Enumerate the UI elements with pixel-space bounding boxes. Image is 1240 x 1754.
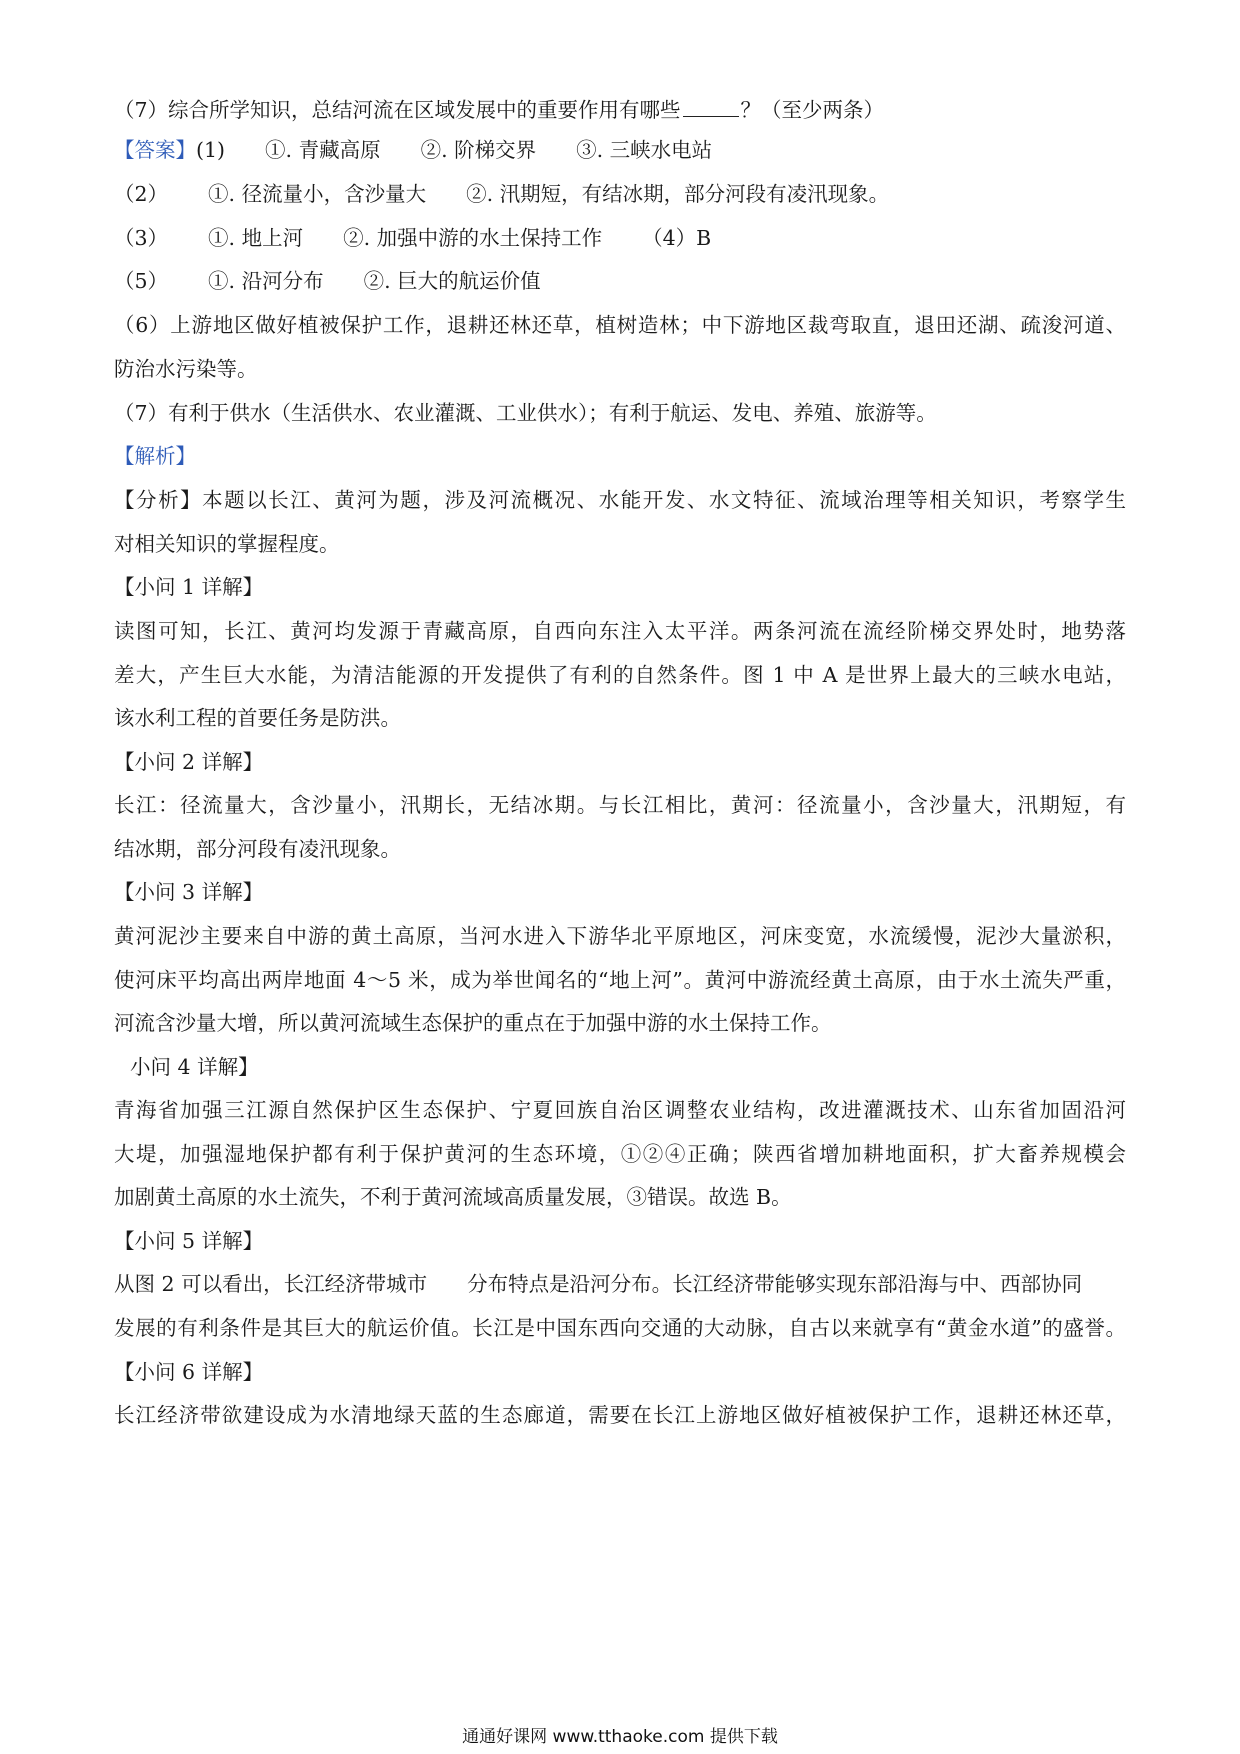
question-7 xyxy=(114,95,1126,125)
section-1-line-b: 差大，产生巨大水能，为清洁能源的开发提供了有利的自然条件。图 1 中 A 是世界上最大的三峡水电站， xyxy=(114,663,1126,687)
answer-2-item-2: ②. 汛期短，有结冰期，部分河段有凌汛现象。 xyxy=(466,182,890,206)
section-5-line-a-start: 从图 2 可以看出，长江经济带城市 xyxy=(114,1272,428,1296)
section-2-heading: 【小问 2 详解】 xyxy=(114,750,264,774)
question-7-tail: ？（至少两条） xyxy=(740,98,885,122)
answer-line-1 xyxy=(114,135,1126,165)
answer-line-5 xyxy=(114,266,1126,296)
answer-2-num: （2） xyxy=(114,182,169,206)
section-3-heading: 【小问 3 详解】 xyxy=(114,880,264,904)
answer-line-2 xyxy=(114,179,1126,209)
section-4-heading: 小问 4 详解】 xyxy=(130,1055,259,1079)
section-5-line-a xyxy=(114,1269,1126,1299)
section-2-line-a: 长江：径流量大，含沙量小，汛期长，无结冰期。与长江相比，黄河：径流量小，含沙量大，汛期短，有 xyxy=(114,793,1126,817)
section-5-line-b: 发展的有利条件是其巨大的航运价值。长江是中国东西向交通的大动脉，自古以来就享有“黄金水道”的盛誉。 xyxy=(114,1316,1126,1340)
answer-blank xyxy=(683,98,739,117)
answer-1-num: (1) xyxy=(196,138,226,162)
answer-5-item-1: ①. 沿河分布 xyxy=(208,269,324,293)
analysis-intro-b: 对相关知识的掌握程度。 xyxy=(114,532,340,556)
answer-3-item-1: ①. 地上河 xyxy=(208,226,304,250)
section-1-heading: 【小问 1 详解】 xyxy=(114,575,264,599)
answer-1-item-2: ②. 阶梯交界 xyxy=(420,138,537,162)
section-4-line-a: 青海省加强三江源自然保护区生态保护、宁夏回族自治区调整农业结构，改进灌溉技术、山东省加固沿河 xyxy=(114,1098,1126,1122)
section-4-line-b: 大堤，加强湿地保护都有利于保护黄河的生态环境，①②④正确；陕西省增加耕地面积，扩大畜养规模会 xyxy=(114,1142,1126,1166)
answer-5-num: （5） xyxy=(114,269,169,293)
analysis-tag: 【解析】 xyxy=(114,444,196,468)
answer-tag: 【答案】 xyxy=(114,138,196,162)
answer-5-item-2: ②. 巨大的航运价值 xyxy=(363,269,541,293)
section-1-line-a: 读图可知，长江、黄河均发源于青藏高原，自西向东注入太平洋。两条河流在流经阶梯交界处时，地势落 xyxy=(114,619,1126,643)
answer-2-item-1: ①. 径流量小，含沙量大 xyxy=(208,182,427,206)
answer-4: （4）B xyxy=(642,226,712,250)
answer-6-line-b: 防治水污染等。 xyxy=(114,357,258,381)
section-3-line-a: 黄河泥沙主要来自中游的黄土高原，当河水进入下游华北平原地区，河床变宽，水流缓慢，泥沙大量淤积， xyxy=(114,924,1126,948)
section-5-heading: 【小问 5 详解】 xyxy=(114,1229,264,1253)
section-6-line-a: 长江经济带欲建设成为水清地绿天蓝的生态廊道，需要在长江上游地区做好植被保护工作，退耕还林还草， xyxy=(114,1403,1126,1427)
question-7-text: （7）综合所学知识，总结河流在区域发展中的重要作用有哪些 xyxy=(114,98,681,122)
section-3-line-b: 使河床平均高出两岸地面 4～5 米，成为举世闻名的“地上河”。黄河中游流经黄土高原，由于水土流失严重， xyxy=(114,968,1126,992)
answer-line-3 xyxy=(114,223,1126,253)
answer-3-item-2: ②. 加强中游的水土保持工作 xyxy=(343,226,603,250)
section-1-line-c: 该水利工程的首要任务是防洪。 xyxy=(114,706,401,730)
answer-1-item-1: ①. 青藏高原 xyxy=(265,138,381,162)
answer-6-line-a: （6）上游地区做好植被保护工作，退耕还林还草，植树造林；中下游地区裁弯取直，退田还湖、疏浚河道、 xyxy=(114,313,1126,337)
analysis-intro-a: 【分析】本题以长江、黄河为题，涉及河流概况、水能开发、水文特征、流域治理等相关知识，考察学生 xyxy=(114,488,1126,512)
answer-7: （7）有利于供水（生活供水、农业灌溉、工业供水）；有利于航运、发电、养殖、旅游等。 xyxy=(114,401,937,425)
section-4-line-c: 加剧黄土高原的水土流失，不利于黄河流域高质量发展，③错误。故选 B。 xyxy=(114,1185,792,1209)
section-2-line-b: 结冰期，部分河段有凌汛现象。 xyxy=(114,837,401,861)
section-5-line-a-end: 分布特点是沿河分布。长江经济带能够实现东部沿海与中、西部协同 xyxy=(467,1272,1083,1296)
answer-1-item-3: ③. 三峡水电站 xyxy=(576,138,713,162)
section-3-line-c: 河流含沙量大增，所以黄河流域生态保护的重点在于加强中游的水土保持工作。 xyxy=(114,1011,832,1035)
section-6-heading: 【小问 6 详解】 xyxy=(114,1360,264,1384)
answer-3-num: （3） xyxy=(114,226,169,250)
page-footer: 通通好课网 www.tthaoke.com 提供下载 xyxy=(462,1727,778,1747)
